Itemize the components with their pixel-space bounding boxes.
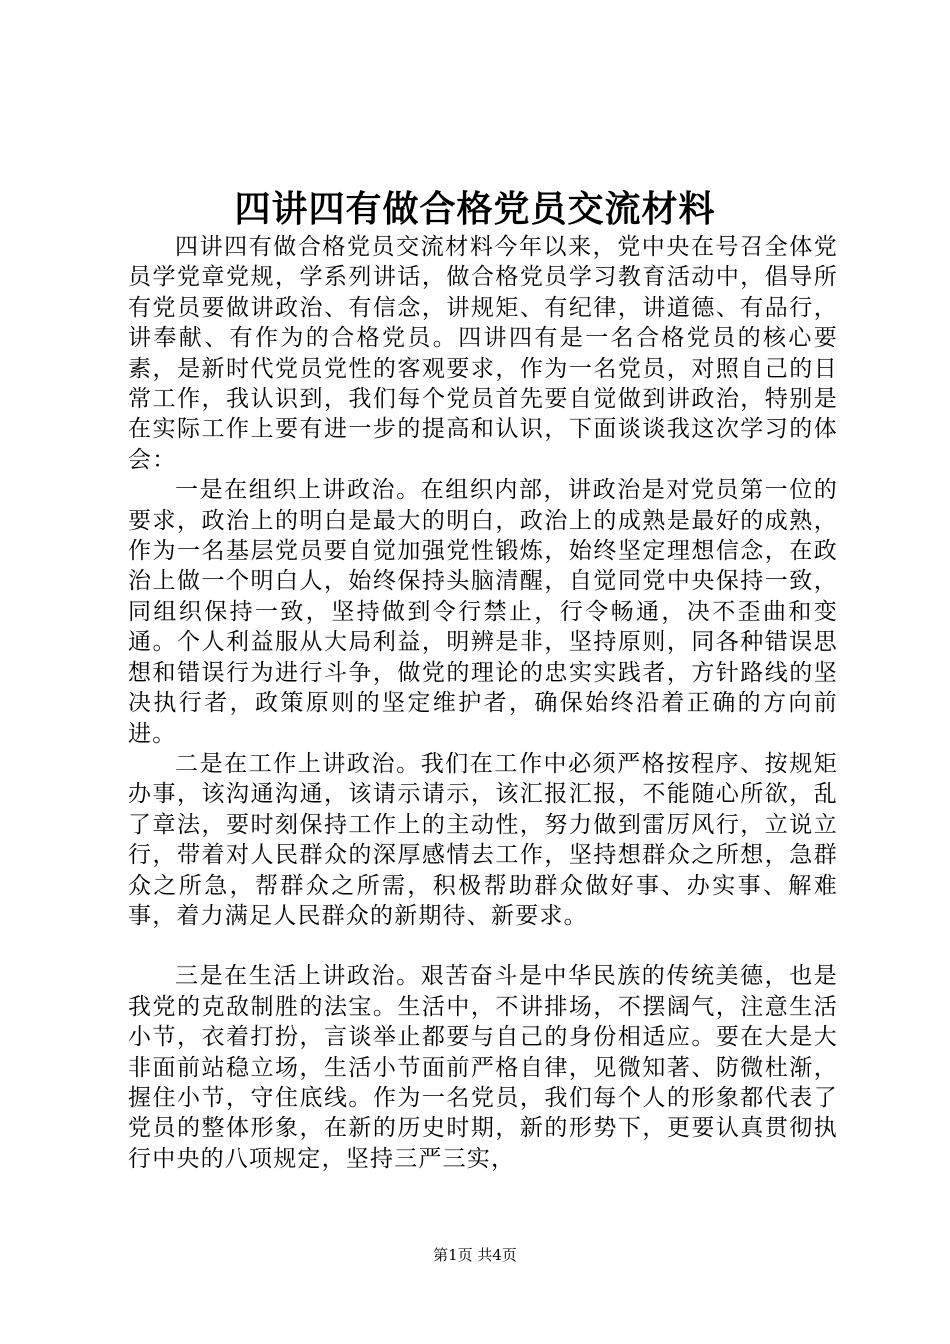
document-title: 四讲四有做合格党员交流材料: [234, 188, 716, 230]
paragraph-organization: 一是在组织上讲政治。在组织内部，讲政治是对党员第一位的要求，政治上的明白是最大的明白，政治上的成熟是最好的成熟，作为一名基层党员要自觉加强党性锻炼，始终坚定理想信念，在政治上做一个明白人，始终保持头脑清醒，自觉同党中央保持一致，同组织保持一致，坚持做到令行禁止，行令畅通，决不歪曲和变通。个人利益服从大局利益，明辨是非，坚持原则，同各种错误思想和错误行为进行斗争，做党的理论的忠实实践者，方针路线的坚决执行者，政策原则的坚定维护者，确保始终沿着正确的方向前进。: [128, 477, 838, 747]
paragraph-life: 三是在生活上讲政治。艰苦奋斗是中华民族的传统美德，也是我党的克敌制胜的法宝。生活中，不讲排场，不摆阔气，注意生活小节，衣着打扮，言谈举止都要与自己的身份相适应。要在大是大非面前站稳立场，生活小节面前严格自律，见微知著、防微杜渐，握住小节，守住底线。作为一名党员，我们每个人的形象都代表了党员的整体形象，在新的历史时期，新的形势下，更要认真贯彻执行中央的八项规定，坚持三严三实，: [128, 963, 838, 1172]
paragraph-intro: 四讲四有做合格党员交流材料今年以来，党中央在号召全体党员学党章党规，学系列讲话，做合格党员学习教育活动中，倡导所有党员要做讲政治、有信念，讲规矩、有纪律，讲道德、有品行，讲奉献、有作为的合格党员。四讲四有是一名合格党员的核心要素，是新时代党员党性的客观要求，作为一名党员，对照自己的日常工作，我认识到，我们每个党员首先要自觉做到讲政治，特别是在实际工作上要有进一步的提高和认识，下面谈谈我这次学习的体会：: [128, 234, 838, 473]
page-number-footer: 第1页 共4页: [433, 1246, 517, 1264]
document-body: [128, 232, 838, 1174]
paragraph-work: 二是在工作上讲政治。我们在工作中必须严格按程序、按规矩办事，该沟通沟通，该请示请示，该汇报汇报，不能随心所欲，乱了章法，要时刻保持工作上的主动性，努力做到雷厉风行，立说立行，带着对人民群众的深厚感情去工作，坚持想群众之所想，急群众之所急，帮群众之所需，积极帮助群众做好事、办实事、解难事，着力满足人民群众的新期待、新要求。: [128, 750, 838, 929]
